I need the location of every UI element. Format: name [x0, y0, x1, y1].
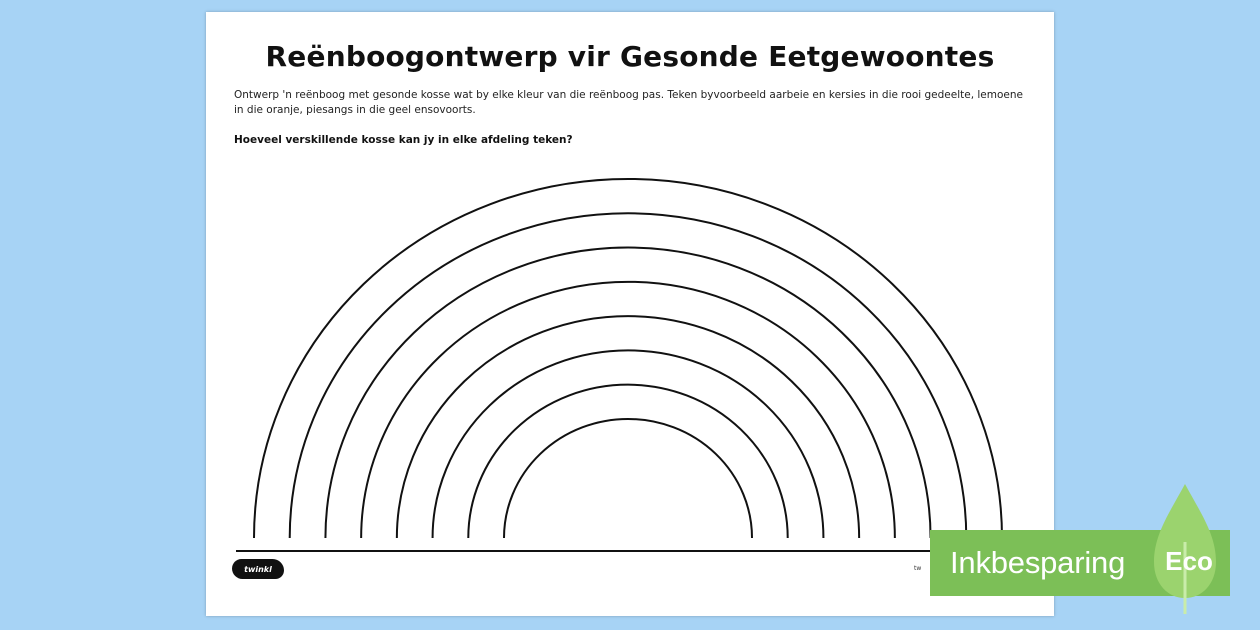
rainbow-arc-8: [504, 419, 752, 538]
rainbow-outline: [206, 12, 1054, 616]
ink-saving-label: Inkbesparing: [950, 545, 1126, 580]
baseline-divider: [236, 550, 1026, 552]
rainbow-arc-3: [325, 248, 930, 538]
rainbow-arc-2: [290, 213, 967, 538]
twinkl-logo: twinkl: [232, 559, 284, 579]
footer-text: tw: [914, 565, 922, 572]
worksheet-instructions: Ontwerp 'n reënboog met gesonde kosse wat by elke kleur van die reënboog pas. Teken byvoorbeeld aarbeie en kersies in die rooi gedeelte, lemoene in die oranje, piesangs in die geel ensovoorts.: [234, 89, 1023, 116]
eco-label: Eco: [1165, 546, 1213, 576]
rainbow-arc-4: [361, 282, 895, 538]
rainbow-arc-6: [433, 350, 824, 538]
worksheet-question: Hoeveel verskillende kosse kan jy in elke afdeling teken?: [234, 134, 573, 146]
worksheet-title: Reënboogontwerp vir Gesonde Eetgewoontes: [265, 40, 995, 73]
rainbow-arc-5: [397, 316, 859, 538]
worksheet-page: [206, 12, 1054, 616]
rainbow-arc-7: [468, 385, 787, 538]
